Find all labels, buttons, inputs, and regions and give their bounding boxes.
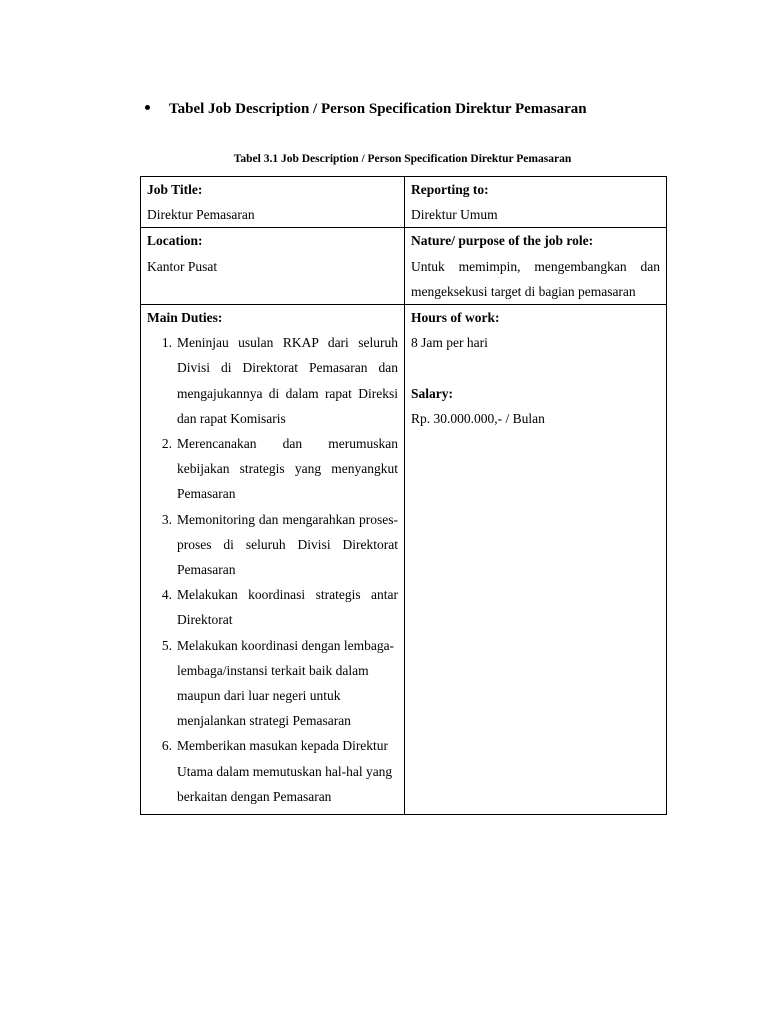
job-title-value: Direktur Pemasaran — [147, 207, 255, 223]
list-item: 3. Memonitoring dan mengarahkan proses-proses di seluruh Divisi Direktorat Pemasaran — [161, 511, 398, 578]
reporting-to-value: Direktur Umum — [411, 207, 498, 223]
location-cell — [141, 228, 405, 305]
job-title-cell — [141, 177, 405, 228]
table-row — [141, 228, 667, 305]
nature-cell — [405, 228, 667, 305]
table-caption: Tabel 3.1 Job Description / Person Specification Direktur Pemasaran — [233, 153, 572, 165]
hours-value: 8 Jam per hari — [411, 335, 488, 351]
location-value: Kantor Pusat — [147, 258, 218, 274]
duties-list — [147, 330, 398, 809]
nature-label: Nature/ purpose of the job role: — [411, 233, 594, 249]
salary-label: Salary: — [411, 385, 453, 401]
main-duties-cell — [141, 305, 405, 815]
reporting-to-label: Reporting to: — [411, 182, 489, 197]
bullet-icon — [145, 105, 150, 110]
nature-value: Untuk memimpin, mengembangkan dan mengeksekusi target di bagian pemasaran — [411, 258, 660, 299]
job-description-table — [140, 176, 667, 815]
section-heading — [145, 101, 587, 118]
list-item: 1. Meninjau usulan RKAP dari seluruh Divisi di Direktorat Pemasaran dan mengajukannya di dalam rapat Direksi dan rapat Komisaris — [161, 335, 398, 426]
section-heading-text: Tabel Job Description / Person Specification Direktur Pemasaran — [169, 101, 587, 117]
job-title-label: Job Title: — [147, 182, 203, 197]
location-label: Location: — [147, 233, 203, 249]
hours-salary-cell — [405, 305, 667, 815]
salary-value: Rp. 30.000.000,- / Bulan — [411, 410, 545, 426]
list-item: 2. Merencanakan dan merumuskan kebijakan strategis yang menyangkut Pemasaran — [161, 436, 398, 502]
main-duties-label: Main Duties: — [147, 310, 223, 326]
hours-label: Hours of work: — [411, 310, 500, 326]
reporting-to-cell — [405, 177, 667, 228]
list-item: 5. Melakukan koordinasi dengan lembaga-lembaga/instansi terkait baik dalam maupun dari luar negeri untuk menjalankan strategi Pemasaran — [161, 637, 395, 729]
list-item: 4. Melakukan koordinasi strategis antar Direktorat — [161, 587, 398, 628]
list-item: 6. Memberikan masukan kepada Direktur Utama dalam memutuskan hal-hal yang berkaitan dengan Pemasaran — [161, 738, 393, 804]
table-row — [141, 305, 667, 815]
table-row — [141, 177, 667, 228]
